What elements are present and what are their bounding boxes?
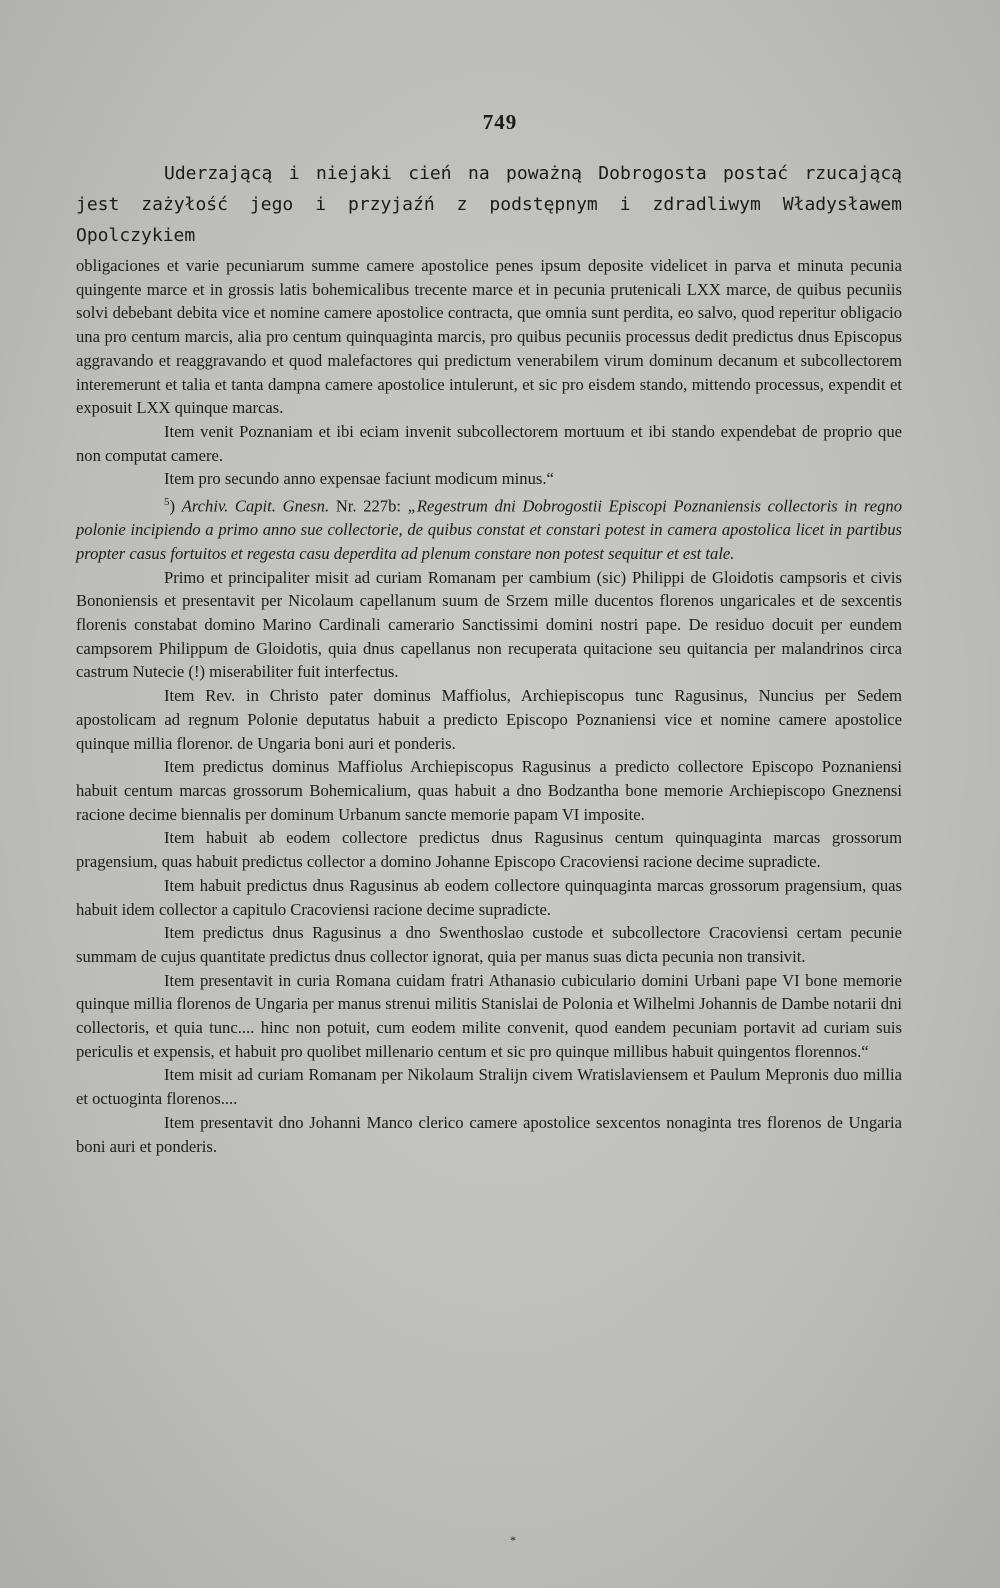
paragraph-2: Item venit Poznaniam et ibi eciam invenit subcollectorem mortuum et ibi stando expendebat de proprio que non computat camere.: [76, 421, 902, 465]
body-text: [76, 254, 902, 1158]
paragraph-8: Item habuit predictus dnus Ragusinus ab eodem collectore quinquaginta marcas grossorum pragensium, quas habuit idem collector a capitulo Cracoviensi racione decime supradicte.: [76, 875, 902, 919]
paragraph-6: Item predictus dominus Maffiolus Archiepiscopus Ragusinus a predicto collectore Episcopo Poznaniensi habuit centum marcas grossorum Bohemicalium, quas habuit a dno Bodzantha bone memorie Archiepiscopo Gneznensi racione decime biennalis per dominum Urbanum sancte memorie papam VI imposite.: [76, 757, 902, 824]
paragraph-4: Primo et principaliter misit ad curiam Romanam per cambium (sic) Philippi de Gloidotis campsoris et civis Bononiensis et presentavit per Nicolaum capellanum suum de Srzem mille ducentos florenos ungaricales et de sexcentis florenis constabat domino Marino Cardinali camerario Sanctissimi domini nostri pape. De residuo docuit per eundem campsorem Philippum de Gloidotis, quia dnus capellanus non recuperata quitacione seu quitancia per malandrinos circa castrum Nutecie (!) miserabiliter fuit interfectus.: [76, 567, 902, 682]
heading-paragraph: [76, 158, 902, 251]
paragraph-1: obligaciones et varie pecuniarum summe camere apostolice penes ipsum deposite videlicet in parva et minuta pecunia quingente marce et in grossis latis bohemicalibus trecente marce et in pecunia prutenicali LXX marce, de quibus pecuniis solvi debebant debita vice et nomine camere apostolice contracta, que omnia sunt perdita, eo salvo, quod reperitur obligacio una pro centum marcis, alia pro centum quinquaginta marcis, pro quibus pecuniis processus dedit predictus dnus Episcopus aggravando et reaggravando et quod malefactores qui predictum venerabilem virum dominum decanum et subcollectorem interemerunt et talia et tanta dampna camere apostolice intulerunt, et sic pro eisdem stando, mittendo processus, expendit et exposuit LXX quinque marcas.: [76, 256, 902, 418]
page-number: 749: [482, 110, 518, 134]
paragraph-9: Item predictus dnus Ragusinus a dno Swenthoslao custode et subcollectore Cracoviensi certam pecunie summam de cujus quantitate predictus dnus collector ignorat, quia per manus suas dicta pecunia non transivit.: [76, 923, 902, 966]
paragraph-12: Item presentavit dno Johanni Manco clerico camere apostolice sexcentos nonaginta tres florenos de Ungaria boni auri et ponderis.: [76, 1112, 902, 1156]
paragraph-3: Item pro secundo anno expensae faciunt modicum minus.“: [164, 469, 554, 489]
footnote-title: „Regestrum dni Dobrogostii Episcopi Poznaniensis collectoris in regno polonie incipiendo a primo anno sue collectorie, de quibus constat et constari potest in camera apostolica licet in partibus propter casus fortuitos et regesta casu deperdita ad plenum constare non potest sequitur et est tale.: [76, 496, 902, 563]
footnote: [76, 491, 902, 566]
heading-text: Uderzającą i niejaki cień na poważną Dobrogosta postać rzucającą jest zażyłość jego i przyjaźń z podstępnym i zdradliwym Władysławem Opolczykiem: [76, 163, 902, 246]
paragraph-7: Item habuit ab eodem collectore predictus dnus Ragusinus centum quinquaginta marcas grossorum pragensium, quas habuit predictus collector a domino Johanne Episcopo Cracoviensi racione decime supradicte.: [76, 828, 902, 872]
footnote-source: Archiv. Capit. Gnesn.: [181, 496, 330, 516]
paragraph-5: Item Rev. in Christo pater dominus Maffiolus, Archiepiscopus tunc Ragusinus, Nuncius per Sedem apostolicam ad regnum Polonie deputatus habuit a predicto Episcopo Poznaniensi vice et nomine camere apostolice quinque millia florenor. de Ungaria boni auri et ponderis.: [76, 686, 902, 753]
footnote-mark: 5: [164, 496, 170, 509]
footnote-number: Nr. 227b:: [335, 496, 402, 516]
paragraph-11: Item misit ad curiam Romanam per Nikolaum Stralijn civem Wratislaviensem et Paulum Mepronis duo millia et octuoginta florenos....: [76, 1065, 902, 1109]
paragraph-10: Item presentavit in curia Romana cuidam fratri Athanasio cubiculario domini Urbani pape VI bone memorie quinque millia florenos de Ungaria per manus strenui militis Stanislai de Polonia et Wilhelmi Johannis de Dambe notarii dni collectoris, et quia tunc.... hinc non potuit, cum eodem milite convenit, quod eandem pecuniam portavit ad curiam suis periculis et expensis, et habuit pro quolibet millenario centum et sic pro quinque millibus habuit quingentos florennos.“: [76, 970, 902, 1061]
footnote-paren: ): [169, 496, 176, 516]
bottom-mark: *: [510, 1533, 516, 1547]
